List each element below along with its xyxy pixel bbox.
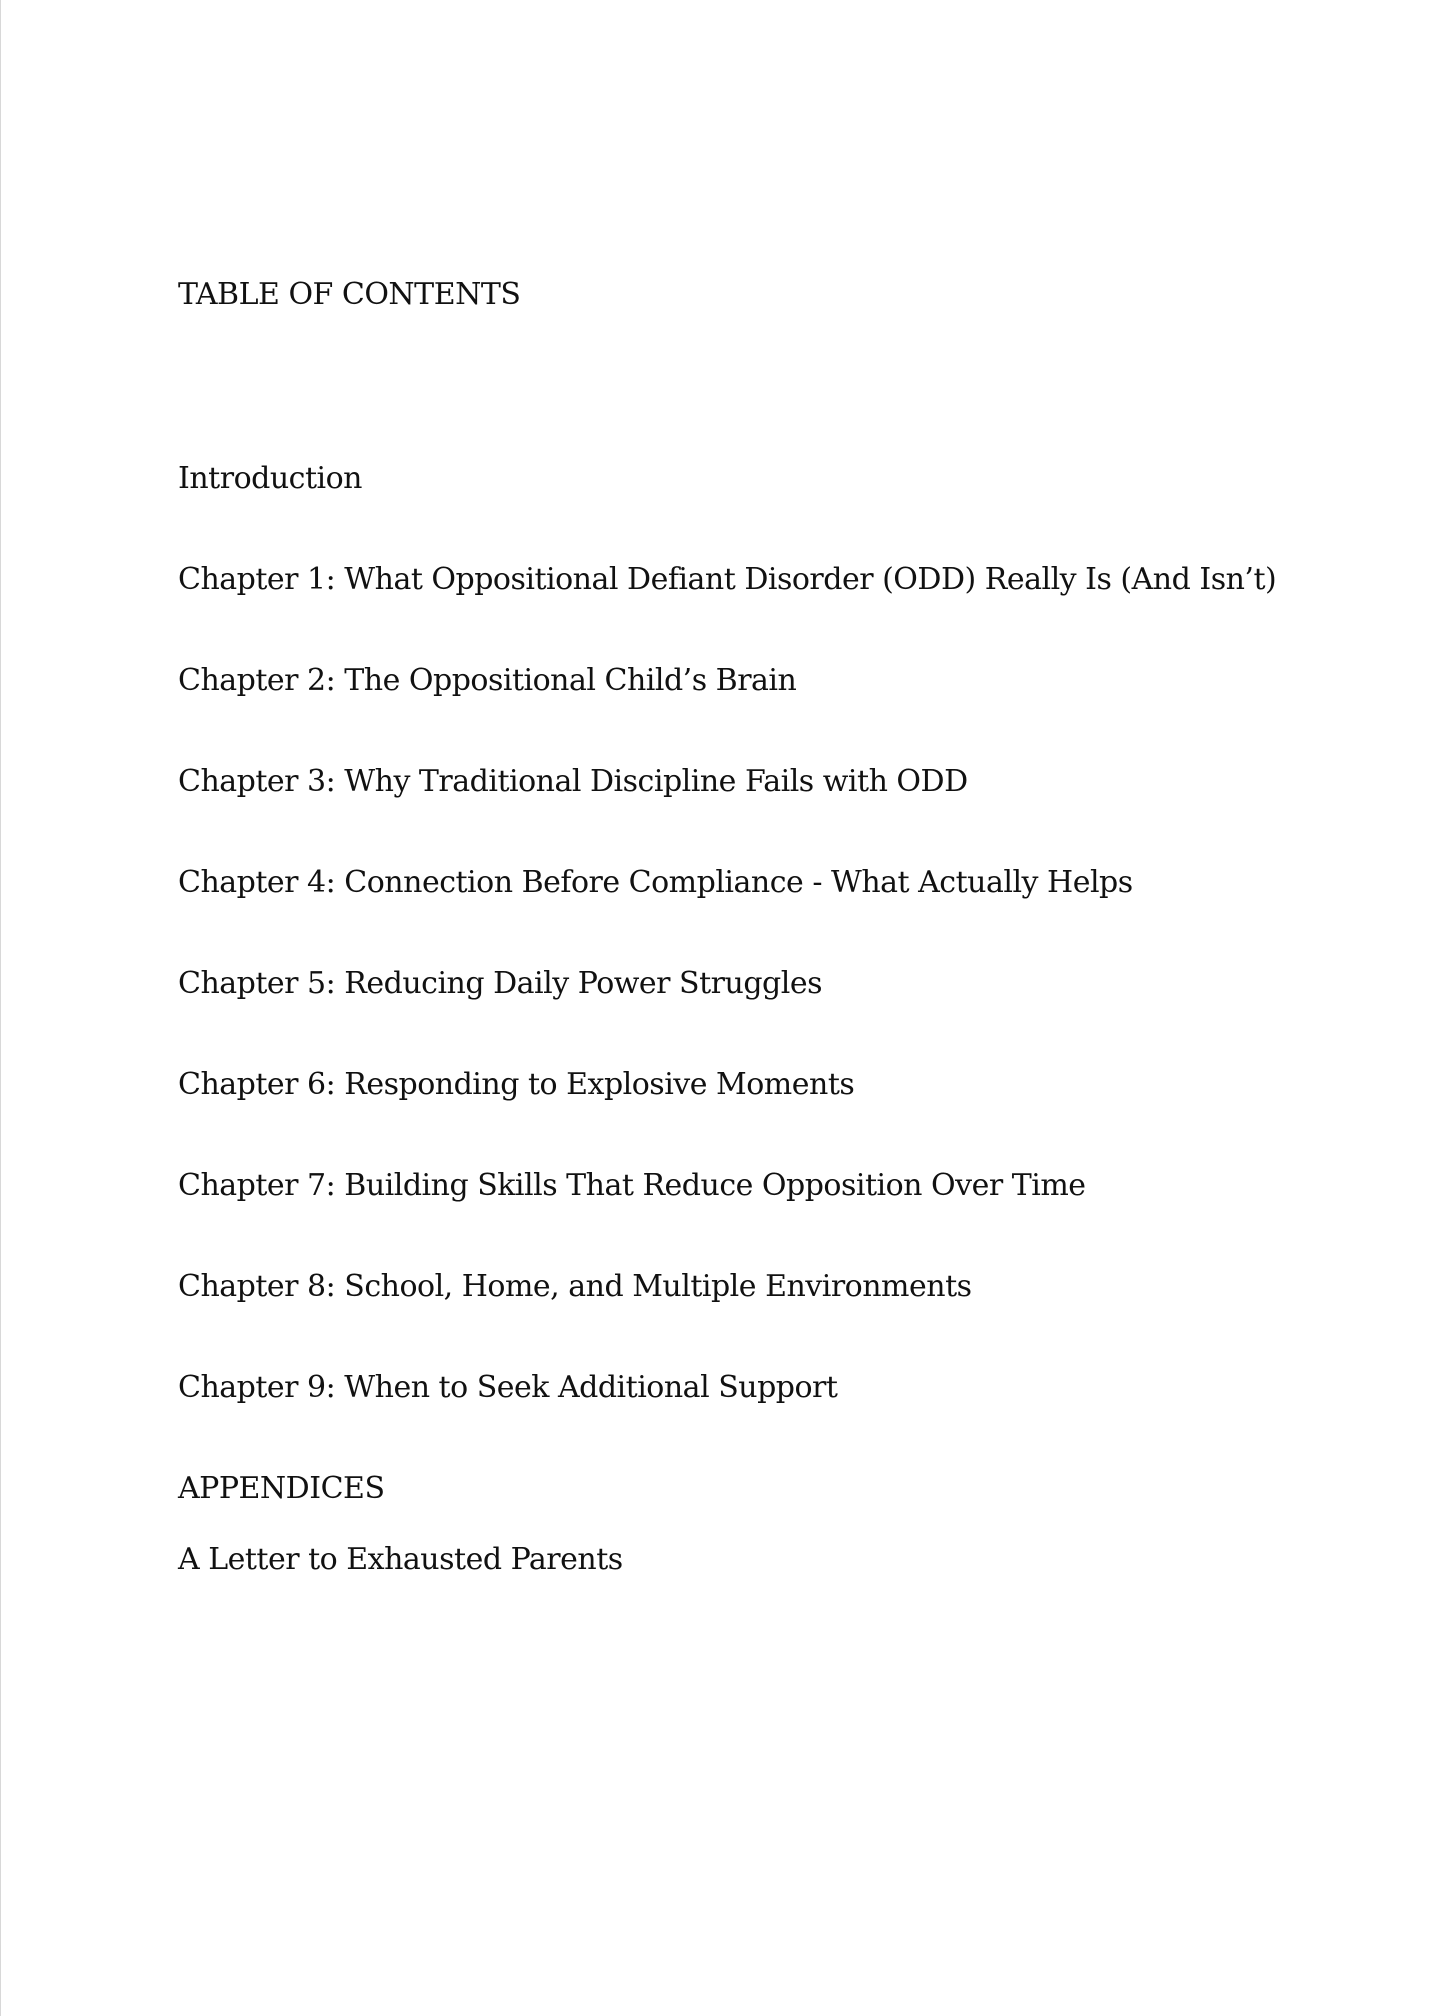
toc-entry-chapter-9: Chapter 9: When to Seek Additional Support xyxy=(178,1370,838,1405)
toc-entry-chapter-4: Chapter 4: Connection Before Compliance - What Actually Helps xyxy=(178,865,1133,900)
toc-entry-chapter-5: Chapter 5: Reducing Daily Power Struggles xyxy=(178,966,822,1001)
toc-entry-chapter-7: Chapter 7: Building Skills That Reduce Opposition Over Time xyxy=(178,1168,1086,1203)
toc-heading: TABLE OF CONTENTS xyxy=(178,277,521,312)
toc-entry-chapter-6: Chapter 6: Responding to Explosive Moments xyxy=(178,1067,855,1102)
toc-entry-chapter-8: Chapter 8: School, Home, and Multiple Environments xyxy=(178,1269,972,1304)
toc-entry-introduction: Introduction xyxy=(178,461,362,496)
toc-entry-chapter-3: Chapter 3: Why Traditional Discipline Fails with ODD xyxy=(178,764,968,799)
appendices-heading: APPENDICES xyxy=(178,1471,385,1506)
toc-entry-chapter-1: Chapter 1: What Oppositional Defiant Disorder (ODD) Really Is (And Isn’t) xyxy=(178,562,1277,597)
appendix-entry-letter: A Letter to Exhausted Parents xyxy=(178,1542,623,1577)
toc-entry-chapter-2: Chapter 2: The Oppositional Child’s Brain xyxy=(178,663,797,698)
